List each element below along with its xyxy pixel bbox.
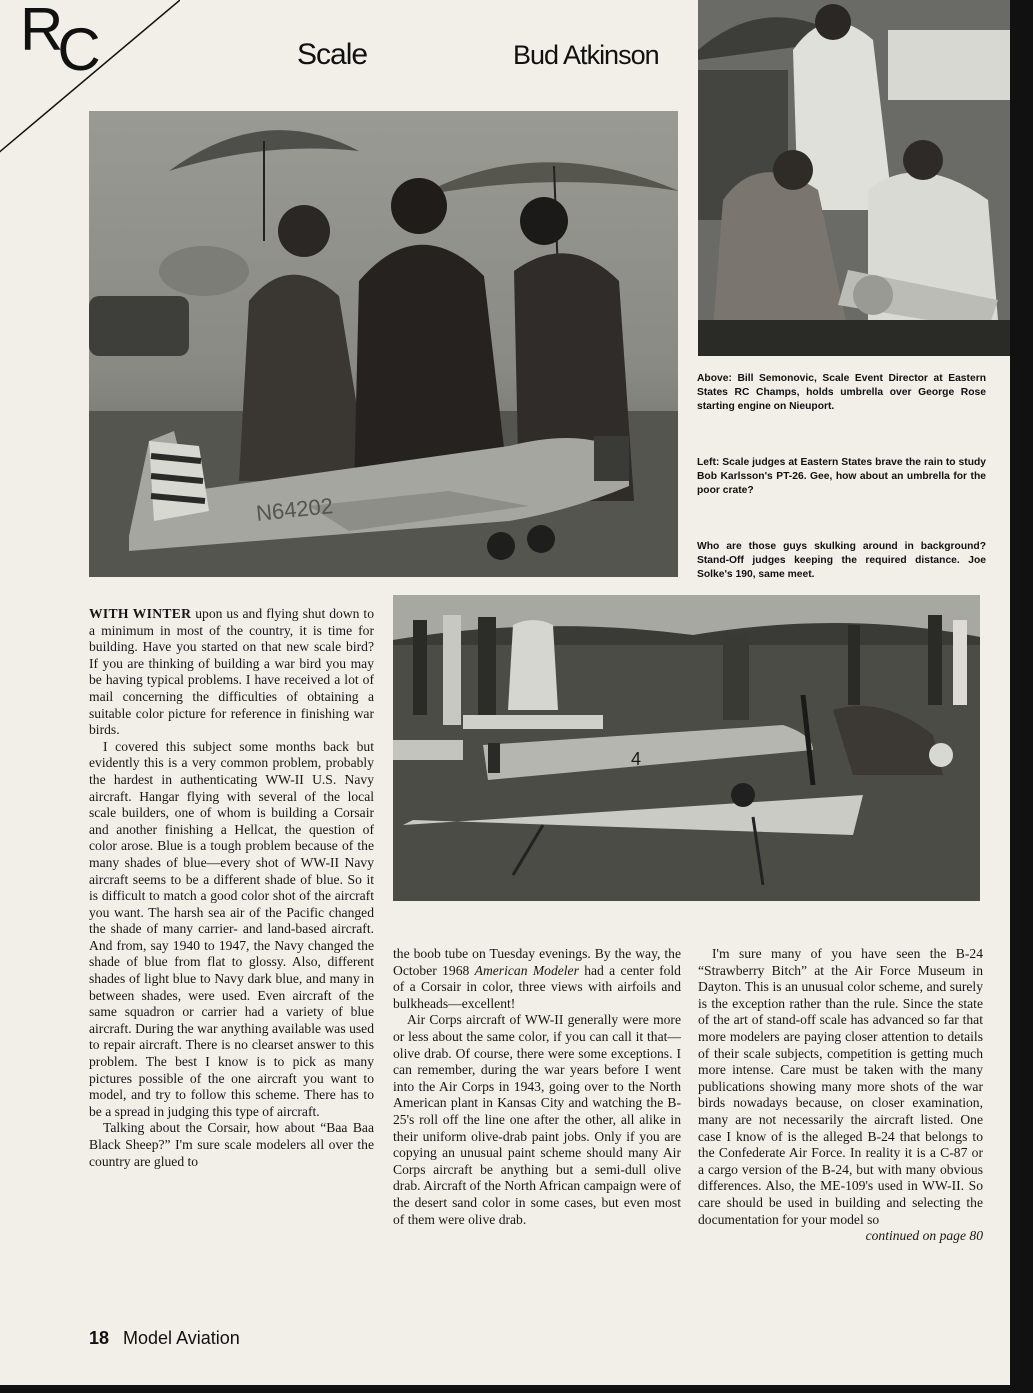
article-paragraph-4-text-a: the boob tube on Tuesday evenings. By the way, the October 1968 [393,946,681,978]
article-paragraph-4 [393,946,681,1012]
judges-umbrellas-illustration [89,111,678,577]
article-paragraph-3: Talking about the Corsair, how about “Baa Baa Black Sheep?” I'm sure scale modelers all over the country are glued to [89,1120,374,1169]
caption-nieuport: Above: Bill Semonovic, Scale Event Director at Eastern States RC Champs, holds umbrella over George Rose starting engine on Nieuport. [697,373,986,412]
caption-standoff-judges: Who are those guys skulking around in background? Stand-Off judges keeping the required distance. Joe Solke's 190, same meet. [697,541,986,580]
photo-judges-umbrellas [89,111,678,577]
page-number: 18 [89,1328,110,1348]
page-footer [89,1328,240,1349]
fuselage-number-label: 4 [631,749,642,769]
photo-nieuport-engine-start [698,0,1010,356]
article-column-2 [393,946,681,1228]
rc-logo [20,0,95,83]
tail-number-label: N64202 [254,493,335,526]
scan-edge-bottom [0,1385,1033,1393]
article-paragraph-5: Air Corps aircraft of WW-II generally were more or less about the same color, if you can call it that—olive drab. Of course, there were some exceptions. I can remember, during the war years before I went into the Air Corps in 1943, going over to the North American plant in Kansas City and watching the B-25's roll off the line one after the other, all alike in their uniform olive-drab paint jobs. Only if you are copying an unusual paint scheme should many Air Corps aircraft be anything but a semi-dull olive drab. Aircraft of the North African campaign were of the desert sand color in some cases, but even most of them were olive drab. [393,1012,681,1227]
section-title: Scale [297,38,368,71]
photo-field-fw190 [393,595,980,901]
article-column-1 [89,606,374,1170]
article-paragraph-1-text: upon us and flying shut down to a minimum in most of the country, it is time for building. Have you started on that new scale bird? If you are thinking of building a war bird you may be having typical problems. I have received a lot of mail concerning the difficulties of obtaining a suitable color picture for reference in finishing war birds. [89,606,374,738]
article-paragraph-1 [89,606,374,739]
article-paragraph-2: I covered this subject some months back but evidently this is a very common problem, probably the hardest in authenticating WW-II U.S. Navy aircraft. Hangar flying with several of the local scale builders, one of whom is building a Corsair and another finishing a Hellcat, the question of color arose. Blue is a tough problem because of the many shades of blue—every shot of WW-II Navy aircraft seems to be a different shade of blue. So it is difficult to match a good color shot of the aircraft you want. The harsh sea air of the Pacific changed the shade of many carrier- and land-based aircraft. And from, say 1940 to 1947, the Navy changed the shade of blue from flat to glossy. Also, different shades of light blue to Navy dark blue, and many in between shades, were used. Even aircraft of the same squadron or carrier had a variety of blue aircraft. During the war anything available was used to repair aircraft. There is no clearset answer to this problem. The best I know is to pick as many pictures possible of the one aircraft you want to model, and try to follow this scheme. There has to be a spread in judging this type of aircraft. [89,738,374,1119]
article-lead-in: WITH WINTER [89,606,192,621]
logo-letter-c: C [57,16,95,83]
magazine-name: Model Aviation [123,1328,240,1348]
scan-edge-right [1010,0,1033,1393]
author-byline: Bud Atkinson [513,40,659,70]
article-paragraph-4-text-b: had a center fold of a Corsair in color, three views with airfoils and bulkheads—excellent! [393,962,681,1011]
field-fw190-illustration [393,595,980,901]
magazine-reference: American Modeler [474,962,579,978]
continued-on-notice: continued on page 80 [865,1228,983,1244]
caption-pt26: Left: Scale judges at Eastern States brave the rain to study Bob Karlsson's PT-26. Gee, how about an umbrella for the poor crate? [697,457,986,496]
article-column-3 [698,946,983,1245]
logo-letter-r: R [20,0,58,63]
nieuport-engine-start-illustration [698,0,1010,356]
article-paragraph-6: I'm sure many of you have seen the B-24 “Strawberry Bitch” at the Air Force Museum in Dayton. This is an unusual color scheme, and surely is the exception rather than the rule. Since the state of the art of stand-off scale has advanced so far that more modelers are paying closer attention to details of their scale subjects, competition is getting much more intense. Care must be taken with the many publications showing many more shots of the war birds nowadays because, on closer examination, many are not necessarily the aircraft listed. One case I know of is the alleged B-24 that belongs to the Confederate Air Force. In reality it is a C-87 or a cargo version of the B-24, but with many obvious differences. Also, the ME-109's used in WW-II. So care should be used in building and selecting the documentation for your model so [698,946,983,1227]
